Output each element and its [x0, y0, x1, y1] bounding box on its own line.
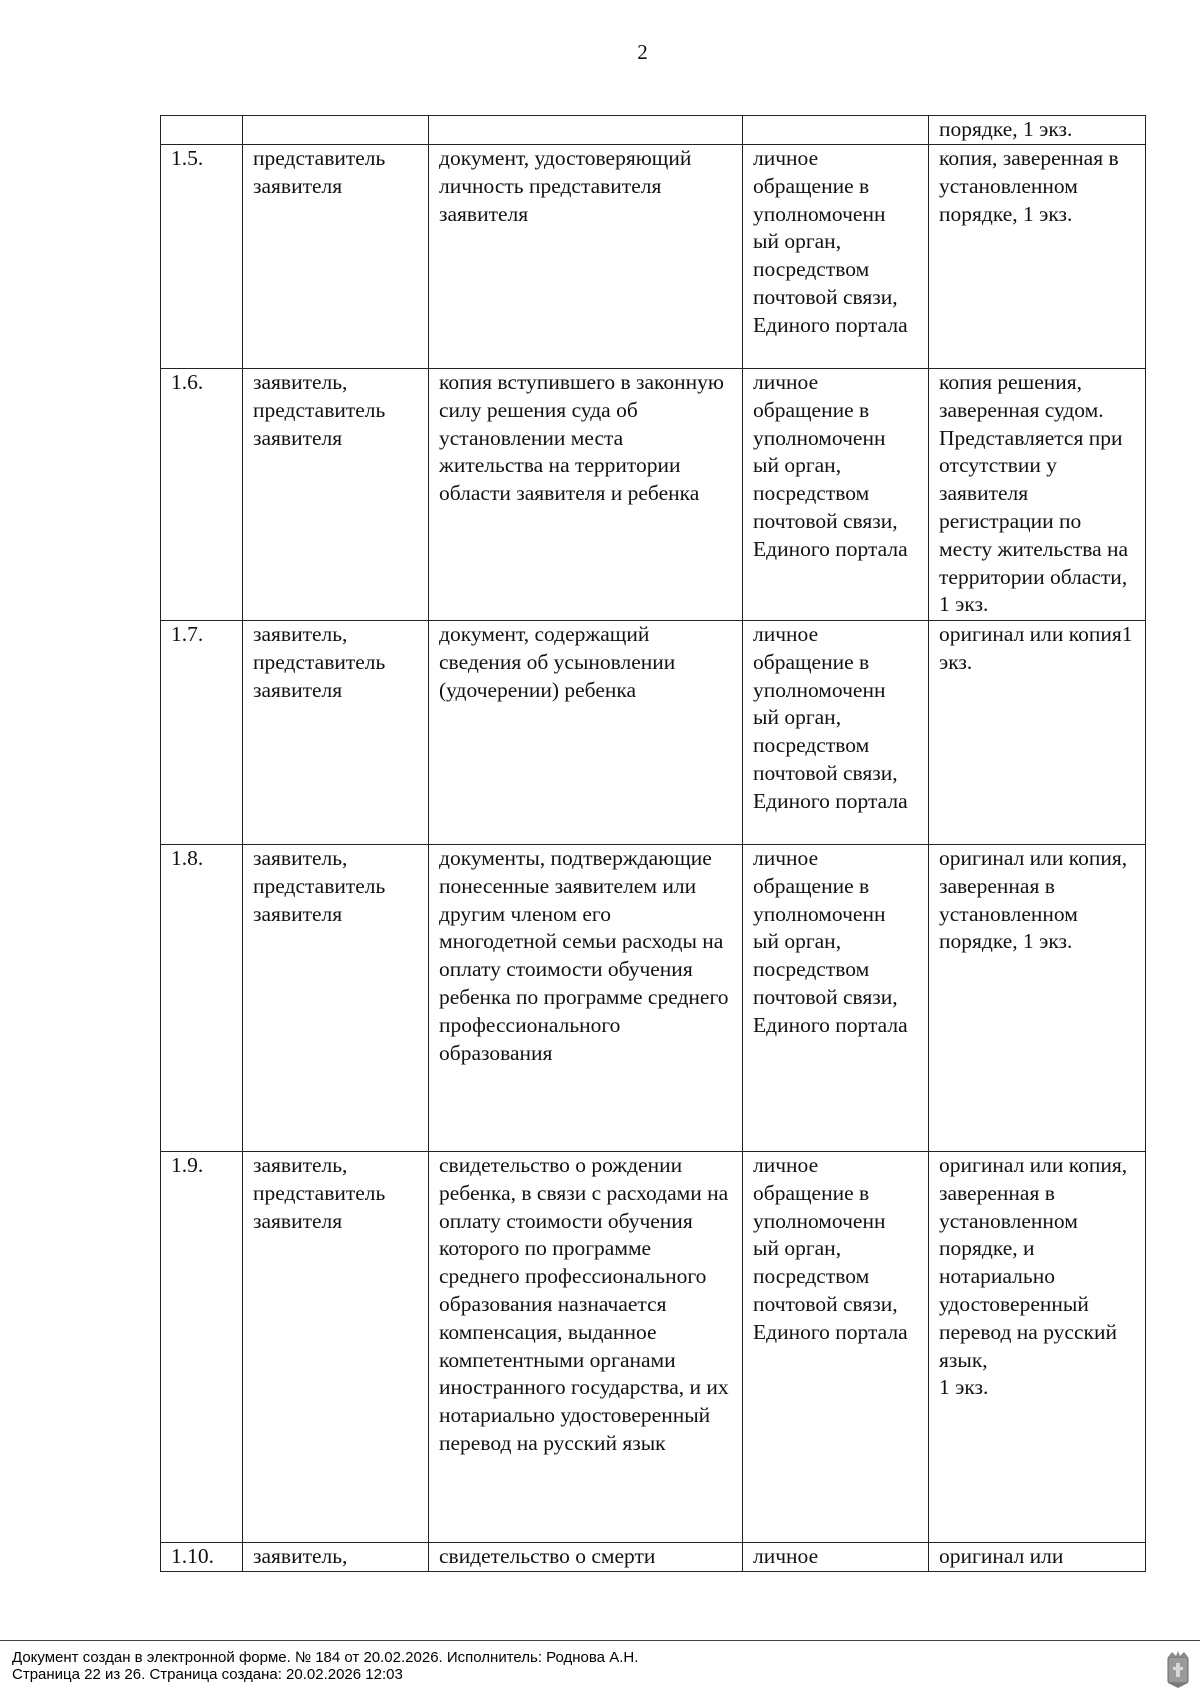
- cell-method: личное обращение в уполномоченн ый орган, посредством почтовой связи, Единого портала: [743, 369, 929, 621]
- table-row: [161, 1152, 1146, 1543]
- cell-method: личное обращение в уполномоченн ый орган, посредством почтовой связи, Единого портала: [743, 845, 929, 1152]
- footer-line-page: Страница 22 из 26. Страница создана: 20.02.2026 12:03: [12, 1666, 403, 1683]
- cell-document: [429, 116, 743, 145]
- table-row: [161, 145, 1146, 369]
- cell-form: копия, заверенная в установленном порядке, 1 экз.: [929, 145, 1146, 369]
- cell-number: 1.5.: [161, 145, 243, 369]
- table-row: [161, 369, 1146, 621]
- cell-document: документ, удостоверяющий личность представителя заявителя: [429, 145, 743, 369]
- cell-number: 1.7.: [161, 621, 243, 845]
- cell-form: оригинал или копия, заверенная в установленном порядке, 1 экз.: [929, 845, 1146, 1152]
- cell-submitter: [243, 116, 429, 145]
- table-row: [161, 845, 1146, 1152]
- cell-document: документы, подтверждающие понесенные заявителем или другим членом его многодетной семьи расходы на оплату стоимости обучения ребенка по программе среднего профессионального образования: [429, 845, 743, 1152]
- cell-submitter: представитель заявителя: [243, 145, 429, 369]
- cell-submitter: заявитель, представитель заявителя: [243, 621, 429, 845]
- cell-number: 1.10.: [161, 1543, 243, 1572]
- cell-number: 1.9.: [161, 1152, 243, 1543]
- cell-method: [743, 116, 929, 145]
- page-number: 2: [637, 40, 648, 64]
- cell-document: документ, содержащий сведения об усыновлении (удочерении) ребенка: [429, 621, 743, 845]
- footer-text: [12, 1649, 638, 1683]
- table-row: [161, 621, 1146, 845]
- cell-number: 1.6.: [161, 369, 243, 621]
- cell-method: личное обращение в уполномоченн ый орган, посредством почтовой связи, Единого портала: [743, 145, 929, 369]
- cell-submitter: заявитель, представитель заявителя: [243, 845, 429, 1152]
- document-footer: [0, 1640, 1200, 1699]
- cell-method: личное: [743, 1543, 929, 1572]
- cell-submitter: заявитель,: [243, 1543, 429, 1572]
- cell-method: личное обращение в уполномоченн ый орган, посредством почтовой связи, Единого портала: [743, 621, 929, 845]
- coat-of-arms-icon: [1164, 1651, 1192, 1689]
- footer-line-document: Документ создан в электронной форме. № 184 от 20.02.2026. Исполнитель: Роднова А.Н.: [12, 1649, 639, 1666]
- cell-document: свидетельство о смерти: [429, 1543, 743, 1572]
- cell-form: оригинал или: [929, 1543, 1146, 1572]
- cell-number: 1.8.: [161, 845, 243, 1152]
- cell-number: [161, 116, 243, 145]
- cell-submitter: заявитель, представитель заявителя: [243, 369, 429, 621]
- table-row: [161, 1543, 1146, 1572]
- cell-form: оригинал или копия1 экз.: [929, 621, 1146, 845]
- documents-table: [160, 115, 1146, 1572]
- cell-form: копия решения, заверенная судом. Представляется при отсутствии у заявителя регистрации по месту жительства на территории области, 1 экз.: [929, 369, 1146, 621]
- cell-document: копия вступившего в законную силу решения суда об установлении места жительства на территории области заявителя и ребенка: [429, 369, 743, 621]
- cell-form: порядке, 1 экз.: [929, 116, 1146, 145]
- cell-document: свидетельство о рождении ребенка, в связи с расходами на оплату стоимости обучения которого по программе среднего профессионального образования назначается компенсация, выданное компетентными органами иностранного государства, и их нотариально удостоверенный перевод на русский язык: [429, 1152, 743, 1543]
- cell-submitter: заявитель, представитель заявителя: [243, 1152, 429, 1543]
- cell-method: личное обращение в уполномоченн ый орган, посредством почтовой связи, Единого портала: [743, 1152, 929, 1543]
- cell-form: оригинал или копия, заверенная в установленном порядке, и нотариально удостоверенный перевод на русский язык, 1 экз.: [929, 1152, 1146, 1543]
- table-row: [161, 116, 1146, 145]
